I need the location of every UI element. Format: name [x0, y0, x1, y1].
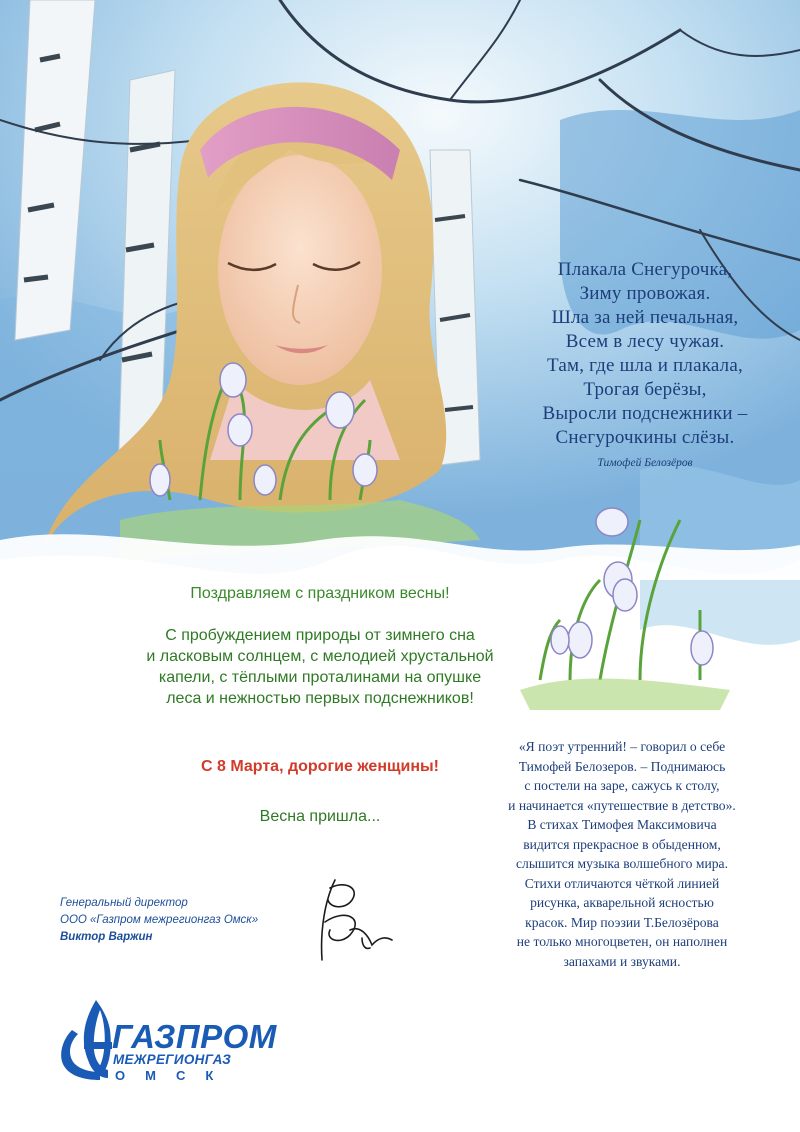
- greeting-body: [130, 625, 510, 709]
- bio-line: «Я поэт утренний! – говорил о себе: [518, 739, 726, 754]
- bio-line: Тимофей Белозеров. – Поднимаюсь: [518, 758, 726, 774]
- bio-line: рисунка, акварельной ясностью: [530, 895, 714, 910]
- logo-main-text: ГАЗПРОМ: [112, 1018, 277, 1055]
- poem-line: Плакала Снегурочка,: [557, 259, 733, 280]
- signer-name: Виктор Варжин: [60, 931, 153, 943]
- bio-line: В стихах Тимофея Максимовича: [527, 817, 717, 832]
- bio-line: красок. Мир поэзии Т.Белозёрова: [525, 914, 719, 930]
- poem: [500, 258, 790, 450]
- greeting-body-line: и ласковым солнцем, с мелодией хрустальной: [146, 648, 494, 665]
- bio-line: видится прекрасное в обыденном,: [523, 836, 721, 852]
- handwritten-signature: [322, 880, 392, 960]
- bio-line: запахами и звуками.: [563, 953, 681, 969]
- poem-line: Там, где шла и плакала,: [547, 355, 743, 376]
- poem-line: Выросли подснежники –: [542, 403, 748, 424]
- signature-block: [60, 895, 258, 946]
- poem-line: Шла за ней печальная,: [551, 307, 739, 328]
- bio-line: слышится музыка волшебного мира.: [516, 856, 728, 871]
- spring-has-come: Весна пришла...: [259, 808, 381, 825]
- poem-line: Снегурочкины слёзы.: [555, 427, 735, 448]
- poem-author: Тимофей Белозёров: [597, 457, 693, 469]
- greeting-body-line: леса и нежностью первых подснежников!: [166, 690, 474, 707]
- bio-line: с постели на заре, сажусь к столу,: [524, 778, 720, 793]
- signer-position: Генеральный директор: [60, 897, 188, 909]
- poem-line: Всем в лесу чужая.: [565, 331, 725, 352]
- bio-line: не только многоцветен, он наполнен: [516, 934, 728, 949]
- greeting-body-line: С пробуждением природы от зимнего сна: [165, 627, 475, 644]
- bio-line: Стихи отличаются чёткой линией: [524, 875, 720, 891]
- gas-flame-icon: [61, 1000, 112, 1080]
- logo-sub-text: МЕЖРЕГИОНГАЗ: [113, 1052, 232, 1067]
- greeting-body-line: капели, с тёплыми проталинами на опушке: [158, 669, 482, 686]
- march-8-greeting: С 8 Марта, дорогие женщины!: [201, 758, 439, 775]
- bio-line: и начинается «путешествие в детство».: [508, 797, 736, 813]
- greeting-title: Поздравляем с праздником весны!: [190, 585, 450, 602]
- poem-line: Зиму провожая.: [579, 283, 711, 304]
- poet-biography: [457, 737, 787, 971]
- logo-city-text: ОМСК: [115, 1068, 234, 1083]
- poem-line: Трогая берёзы,: [583, 379, 707, 400]
- signer-company: ООО «Газпром межрегионгаз Омск»: [60, 914, 259, 926]
